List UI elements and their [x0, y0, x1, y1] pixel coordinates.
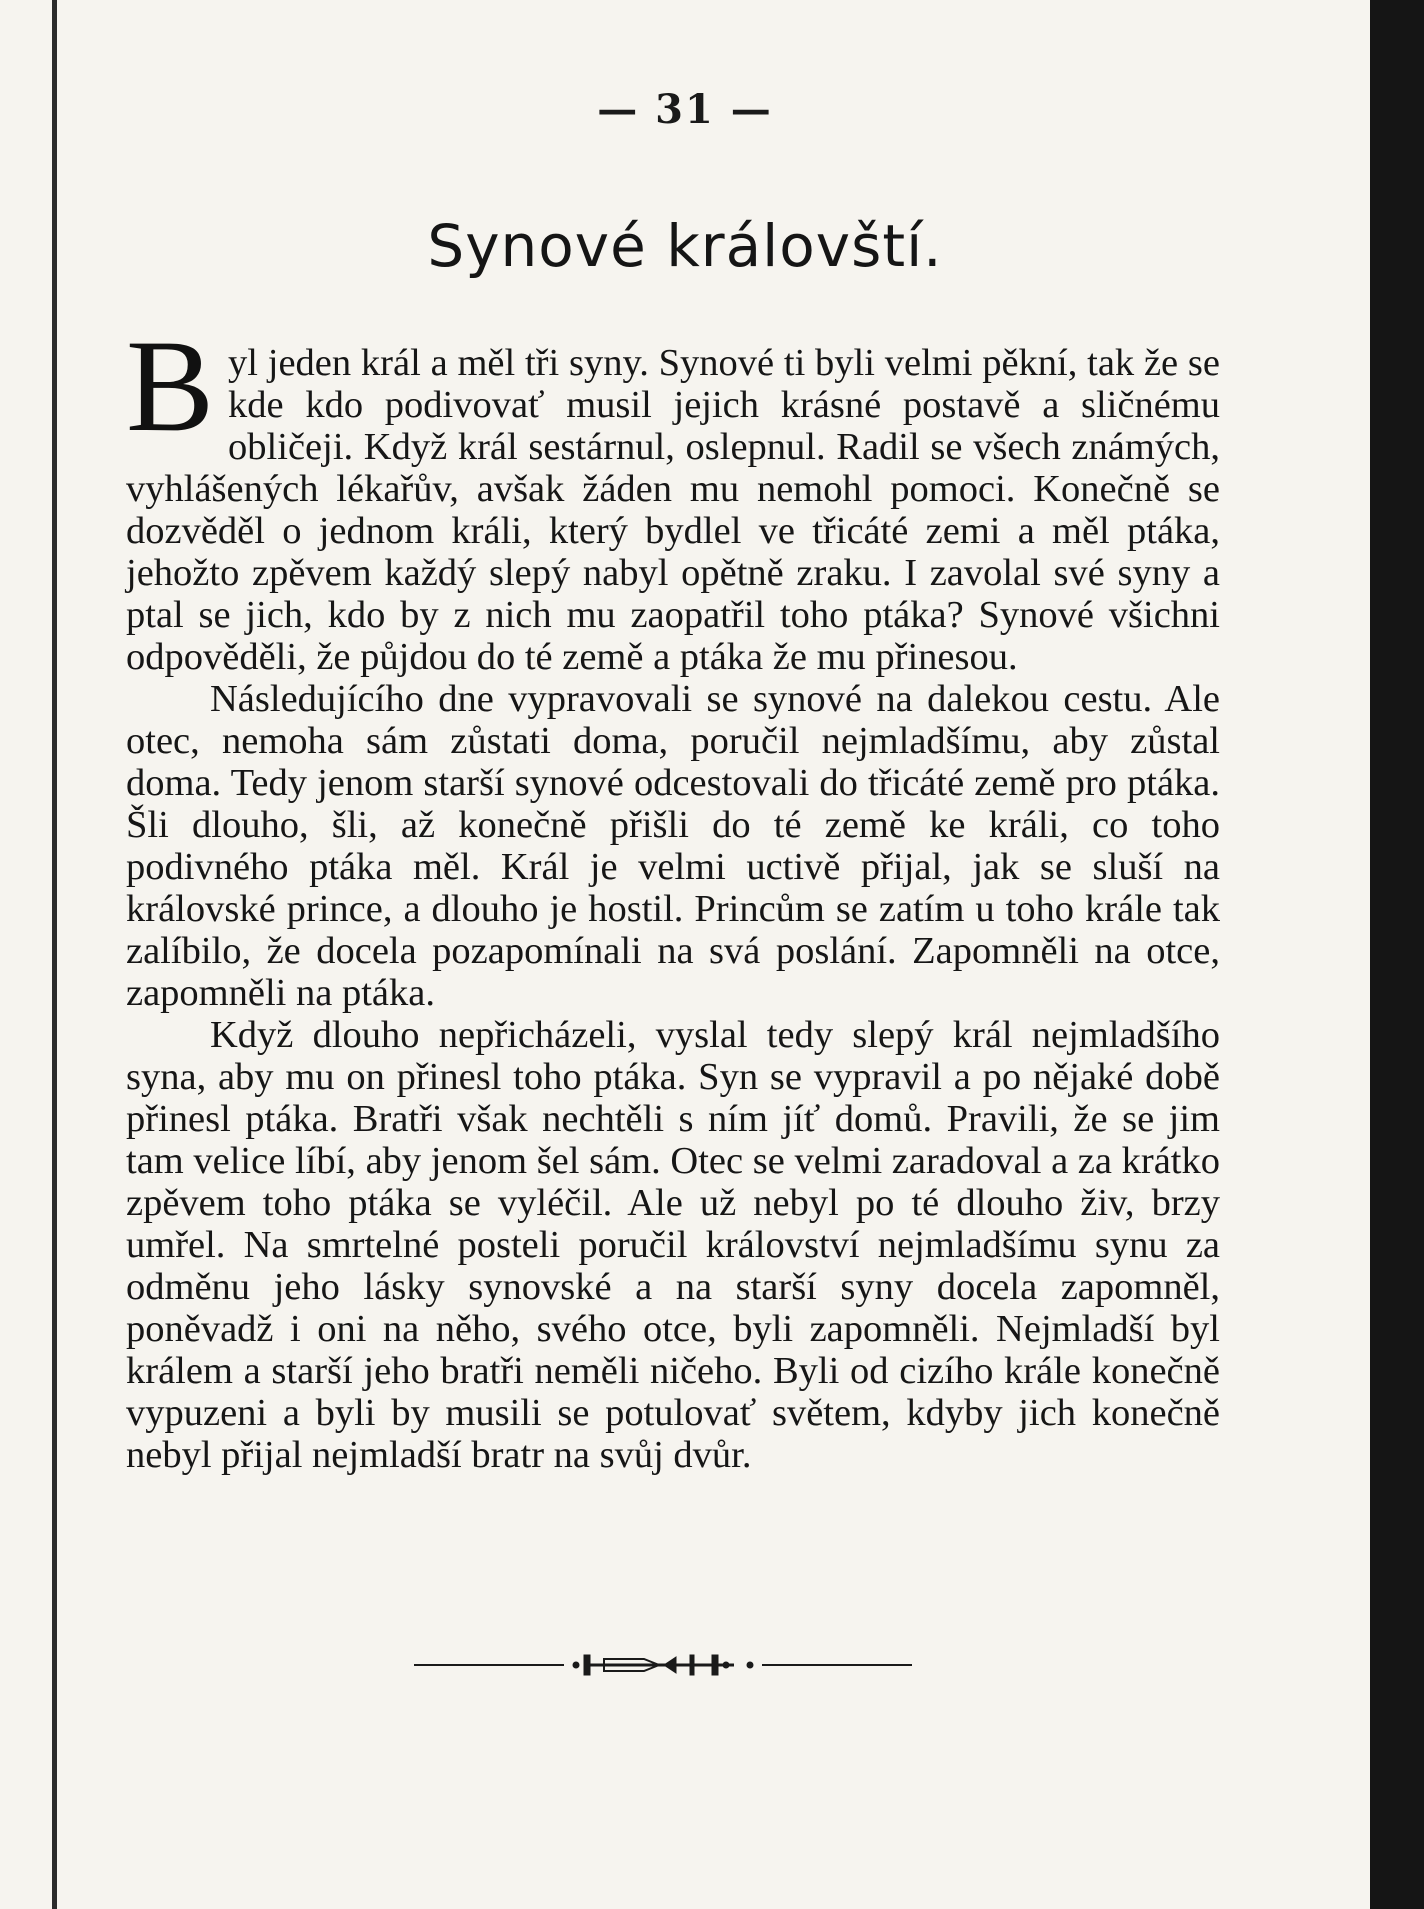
drop-cap: B: [126, 312, 215, 459]
paragraph-3: Když dlouho nepřicházeli, vyslal tedy slepý král nejmladšího syna, aby mu on přinesl toho ptáka. Syn se vypravil a po nějaké době přinesl ptáka. Bratři však nechtěli s ním jíť domů. Pravili, že se jim tam velice líbí, aby jenom šel sám. Otec se velmi zaradoval a za krátko zpěvem toho ptáka se vyléčil. Ale už nebyl po té dlouho živ, brzy umřel. Na smrtelné posteli poručil království nejmladšímu synu za odměnu jeho lásky synovské a na starší syny docela zapomněl, poněvadž i oni na něho, svého otce, byli zapomněli. Nejmladší byl králem a starší jeho bratři neměli ničeho. Byli od cizího krále konečně vypuzeni a byli by musili se potulovať světem, kdyby jich konečně nebyl přijal nejmladší bratr na svůj dvůr.: [126, 1014, 1220, 1476]
paragraph-2: Následujícího dne vypravovali se synové na dalekou cestu. Ale otec, nemoha sám zůstati doma, poručil nejmladšímu, aby zůstal doma. Tedy jenom starší synové odcestovali do třicáté země pro ptáka. Šli dlouho, šli, až konečně přišli do té země ke králi, co toho podivného ptáka měl. Král je velmi uctivě přijal, jak se sluší na královské prince, a dlouho je hostil. Princům se zatím u toho krále tak zalíbilo, že docela pozapomínali na svá poslání. Zapomněli na otce, zapomněli na ptáka.: [126, 678, 1220, 1014]
ornamental-separator: [414, 1653, 912, 1677]
page-number: — 31 —: [597, 86, 773, 133]
paragraph-1-text: yl jeden král a měl tři syny. Synové ti byli velmi pěkní, tak že se kde kdo podivovať musil jejich krásné postavě a sličnému obličeji. Když král sestárnul, oslepnul. Radil se všech známých, vyhlášených lékařův, avšak žáden mu nemohl pomoci. Konečně se dozvěděl o jednom králi, který bydlel ve třicáté zemi a měl ptáka, jehožto zpěvem každý slepý nabyl opětně zraku. I zavolal své syny a ptal se jich, kdo by z nich mu zaopatřil toho ptáka? Synové všichni odpověděli, že půjdou do té země a ptáka že mu přinesou.: [126, 342, 1220, 678]
page-spine-edge: [52, 0, 57, 1909]
paragraph-1: [126, 312, 1220, 678]
chapter-title: Synové královští.: [427, 212, 943, 280]
story-text: [126, 312, 1220, 1476]
